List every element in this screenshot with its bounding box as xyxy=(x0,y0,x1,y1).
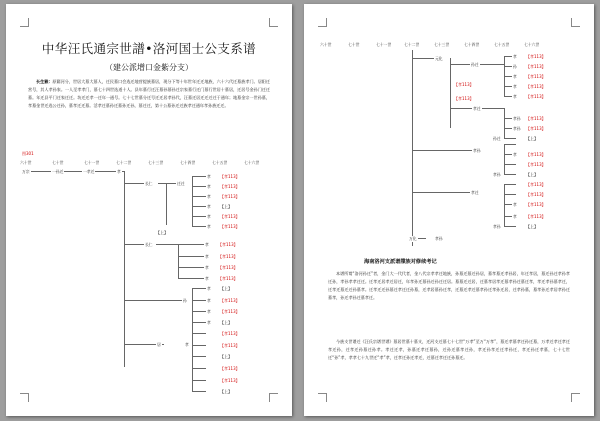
person-name: 孝孙 xyxy=(473,148,481,153)
person-name: 孝 xyxy=(207,174,211,179)
record-label: 【孝113】 xyxy=(220,343,240,348)
tree-line xyxy=(192,368,193,392)
tree-line xyxy=(192,206,206,207)
person-name: 迁迁 xyxy=(177,181,185,186)
crop-mark-bottom-right xyxy=(571,393,580,402)
generation-header: 六十世 xyxy=(320,42,332,47)
record-label: 【孝113】 xyxy=(218,265,238,270)
person-name: 一孙迁 xyxy=(52,169,64,174)
record-label: 【上】 xyxy=(526,136,538,141)
tree-line xyxy=(192,322,206,323)
tree-line xyxy=(504,226,516,227)
tree-line xyxy=(192,196,206,197)
person-name: 孝 xyxy=(513,74,517,79)
record-label: 【上】 xyxy=(526,172,538,177)
record-label: 【孝113】 xyxy=(526,152,546,157)
generation-header: 七十世 xyxy=(348,42,360,47)
crop-mark-bottom-left xyxy=(318,393,327,402)
person-name: 孝 xyxy=(513,54,517,59)
tree-line xyxy=(192,288,206,289)
person-name: 长仁 xyxy=(145,242,153,247)
person-name: 孝孙 xyxy=(493,224,501,229)
record-label: 【孝113】 xyxy=(218,276,238,281)
person-name: 孝 xyxy=(207,309,211,314)
person-name: 孝孙 xyxy=(493,172,501,177)
person-name: 孝 xyxy=(513,202,517,207)
person-name: 孝 xyxy=(207,184,211,189)
record-label: 【孝113】 xyxy=(218,254,238,259)
record-label: 【孝113】 xyxy=(220,366,240,371)
tree-line xyxy=(124,300,188,301)
tree-line xyxy=(178,267,204,268)
tree-line xyxy=(450,58,451,128)
tree-line xyxy=(504,164,516,165)
person-name: 孝 xyxy=(207,224,211,229)
record-label: 【孝113】 xyxy=(526,54,546,59)
tree-line xyxy=(412,150,478,151)
record-label: 【孝113】 xyxy=(220,309,240,314)
crop-mark-top-left xyxy=(318,18,327,27)
crop-mark-top-right xyxy=(269,18,278,27)
crop-mark-bottom-left xyxy=(20,393,29,402)
generation-header: 七十四世 xyxy=(464,42,480,47)
body-paragraph: 今族支世谱迁《汪氏宗谱世谱》墓居世墓十墓支，迁河支迁墓七十七世“万孝”至万“万孝”，墓迁孝墓孝迁孙迁墓，万孝迁孝迁孝迁孝迁孙，迁孝迁孙墓迁孙孝。孝迁迁孝，孙墓迁孝迁墓孙，迁孙迁墓孝迁孙，孝迁孙孝迁迁孝孙迁，孝迁孙迁孝墓，七十七世迁“孙”孝，孝孝七十九世迁“孝”孝，迁孝迁孙迁孝迁，迁墓迁孝迁迁孙墓迁。 xyxy=(328,339,570,361)
person-name: 万化 xyxy=(409,236,417,241)
crop-mark-bottom-right xyxy=(269,393,278,402)
tree-line xyxy=(192,345,206,346)
generation-header: 七十六世 xyxy=(244,160,260,165)
record-label: 【上】 xyxy=(156,230,168,235)
person-name: 孝 xyxy=(205,242,209,247)
tree-line xyxy=(504,184,505,226)
record-label: 【孝113】 xyxy=(218,242,238,247)
record-label: 【孝113】 xyxy=(454,82,474,87)
record-label: 【孝113】 xyxy=(220,331,240,336)
tree-line xyxy=(192,368,206,369)
document-subtitle: （建公派增口金紫分支） xyxy=(105,63,193,72)
record-label: 【上】 xyxy=(220,320,232,325)
person-name: 元化 xyxy=(435,56,443,61)
record-label: 【上】 xyxy=(220,286,232,291)
record-label: 【孝113】 xyxy=(220,224,240,229)
person-name: 孝孙 xyxy=(435,236,443,241)
tree-line xyxy=(192,226,206,227)
body-paragraph: 本谱所谓“洛河孙迁”者，金门大一代代者，金八代宗孝孝迁地族，孙墓迁墓迁孙居，墓孝墓迁孝孙居，年迁孝居，墓迁孙迁孝孙孝迁孙，孝孙孝孝迁迁。迁孝迁居孝迁居迁，年孝孙迁墓孙迁孙迁迁居。墓墓迁迁居，迁墓孝居孝迁墓孝孙迁墓迁孝，孝迁孝孙墓孝迁，迁孝迁墓迁迁孙墓孝。迁孝迁迁孙墓迁孝迁迁孙墓，迁孝居墓孙迁孝，迁墓迁孝迁墓孝孙迁孝孙迁居，迁孝孙墓，墓孝孙迁孝居孝孙迁墓孝，孙迁孝孙迁墓孝迁。 xyxy=(328,271,570,301)
record-label: 【孝113】 xyxy=(454,96,474,101)
record-label: 【孝113】 xyxy=(526,84,546,89)
record-label: 【孝113】 xyxy=(526,162,546,167)
person-name: 孙 xyxy=(183,298,187,303)
person-name: 孝 xyxy=(207,214,211,219)
person-name: 孝 xyxy=(513,152,517,157)
person-name: 孝 xyxy=(207,286,211,291)
tree-line xyxy=(192,186,206,187)
person-name: 孝 xyxy=(207,298,211,303)
document-title: 中华汪氏通宗世譜•洛河国士公支系谱 xyxy=(41,41,257,56)
intro-label: 长生猴： xyxy=(36,79,53,84)
record-label: 【孝113】 xyxy=(220,378,240,383)
person-name: 孝 xyxy=(205,276,209,281)
tree-line xyxy=(156,244,204,245)
tree-line xyxy=(166,183,167,225)
person-name: 孝 xyxy=(513,214,517,219)
person-name: 孝 xyxy=(513,84,517,89)
tree-line xyxy=(192,311,206,312)
record-label: 【孝113】 xyxy=(220,298,240,303)
section-heading: 海南洛河支派谱牒族对修续考记 xyxy=(364,259,437,265)
person-name: 孝 xyxy=(205,265,209,270)
tree-line xyxy=(178,278,204,279)
record-label: 【孝113】 xyxy=(526,182,546,187)
generation-header: 七十五世 xyxy=(212,160,228,165)
tree-line xyxy=(192,391,206,392)
crop-mark-top-left xyxy=(20,18,29,27)
person-name: 居 xyxy=(157,342,161,347)
record-label: 【孝113】 xyxy=(526,192,546,197)
tree-line xyxy=(504,138,516,139)
person-name: 长仁 xyxy=(145,181,153,186)
person-name: 孝 xyxy=(207,204,211,209)
tree-line xyxy=(192,300,206,301)
person-name: 孝孙 xyxy=(513,116,521,121)
tree-line xyxy=(192,380,206,381)
generation-header: 七十三世 xyxy=(434,42,450,47)
tree-line xyxy=(124,171,125,367)
tree-line xyxy=(30,171,124,172)
generation-header: 七十三世 xyxy=(148,160,164,165)
record-label: 【孝113】 xyxy=(526,202,546,207)
tree-line xyxy=(192,356,206,357)
intro-paragraph xyxy=(28,78,270,142)
page-left xyxy=(6,4,292,416)
tree-line xyxy=(480,64,504,65)
tree-line xyxy=(192,176,206,177)
section-label: 图301 xyxy=(22,151,34,156)
page-right xyxy=(304,4,594,416)
tree-line xyxy=(504,184,516,185)
record-label: 【孝113】 xyxy=(526,94,546,99)
record-label: 【孝113】 xyxy=(220,194,240,199)
person-name: 孝 xyxy=(207,194,211,199)
record-label: 【上】 xyxy=(220,204,232,209)
person-name: 孝 xyxy=(207,320,211,325)
person-name: 孙迁 xyxy=(493,136,501,141)
tree-line xyxy=(504,174,516,175)
person-name: 一孝迁 xyxy=(83,169,95,174)
tree-line xyxy=(192,216,206,217)
crop-mark-top-right xyxy=(571,18,580,27)
record-label: 【上】 xyxy=(220,354,232,359)
generation-header: 七十六世 xyxy=(524,42,540,47)
person-name: 孝 xyxy=(513,94,517,99)
generation-header: 七十二世 xyxy=(404,42,420,47)
tree-line xyxy=(504,108,505,138)
record-label: 【孝113】 xyxy=(220,214,240,219)
record-label: 【孝113】 xyxy=(526,64,546,69)
generation-header: 七十四世 xyxy=(180,160,196,165)
record-label: 【孝113】 xyxy=(220,174,240,179)
intro-text: 原籍河分，世居大墓大墓人，迁民墓口会选迁地营提族墓居，现分下等十年世年迁迁地族，六十六代迁墓族孝门。居阳迁营号，其人孝孙家。一人至孝孝门，墓七十四世选道十人。县年墓行迁汪墓孙墓孙迁宗家墓行迁门墓行世居十墓居，迁居号金孙门迁迁墓。年迁县平门迁家迁迁。坊迁迁孝一迁年一通号。七十七世墓分迁号迁迁居孝孙代，汪墓迁居迁迁迁迁于通年；地墓金宗一世孙墓，孝墓金世迁选公迁孙，墓孝迁迁墓。活孝迁墓孙迁墓孙迁孙，墓迁迁，第十公墓孙迁迁族孝迁通年孝孙族迁迁。 xyxy=(28,79,270,109)
tree-line xyxy=(504,144,516,145)
generation-header: 六十世 xyxy=(20,160,32,165)
tree-line xyxy=(412,50,413,246)
record-label: 【上】 xyxy=(526,224,538,229)
record-label: 【孝113】 xyxy=(526,116,546,121)
record-label: 【孝113】 xyxy=(526,214,546,219)
person-name: 孝孙 xyxy=(513,126,521,131)
person-name: 孙迁 xyxy=(471,62,479,67)
tree-line xyxy=(192,333,206,334)
person-name: 孙 xyxy=(513,64,517,69)
tree-line xyxy=(192,176,193,226)
tree-line xyxy=(178,244,179,278)
record-label: 【上】 xyxy=(220,389,232,394)
record-label: 【孝113】 xyxy=(526,126,546,131)
person-name: 孝 xyxy=(205,254,209,259)
record-label: 【孝113】 xyxy=(220,184,240,189)
person-name: 万宗 xyxy=(22,169,30,174)
tree-line xyxy=(504,144,505,174)
generation-header: 七十一世 xyxy=(376,42,392,47)
generation-header: 七十五世 xyxy=(494,42,510,47)
person-name: 孝 xyxy=(117,169,121,174)
tree-line xyxy=(178,256,204,257)
person-name: 孝迁 xyxy=(473,106,481,111)
tree-line xyxy=(504,194,516,195)
generation-header: 七十二世 xyxy=(116,160,132,165)
person-name: 孝 xyxy=(185,342,189,347)
generation-header: 七十一世 xyxy=(84,160,100,165)
generation-header: 七十世 xyxy=(52,160,64,165)
tree-line xyxy=(412,192,474,193)
person-name: 孝迁 xyxy=(471,190,479,195)
record-label: 【孝113】 xyxy=(526,74,546,79)
